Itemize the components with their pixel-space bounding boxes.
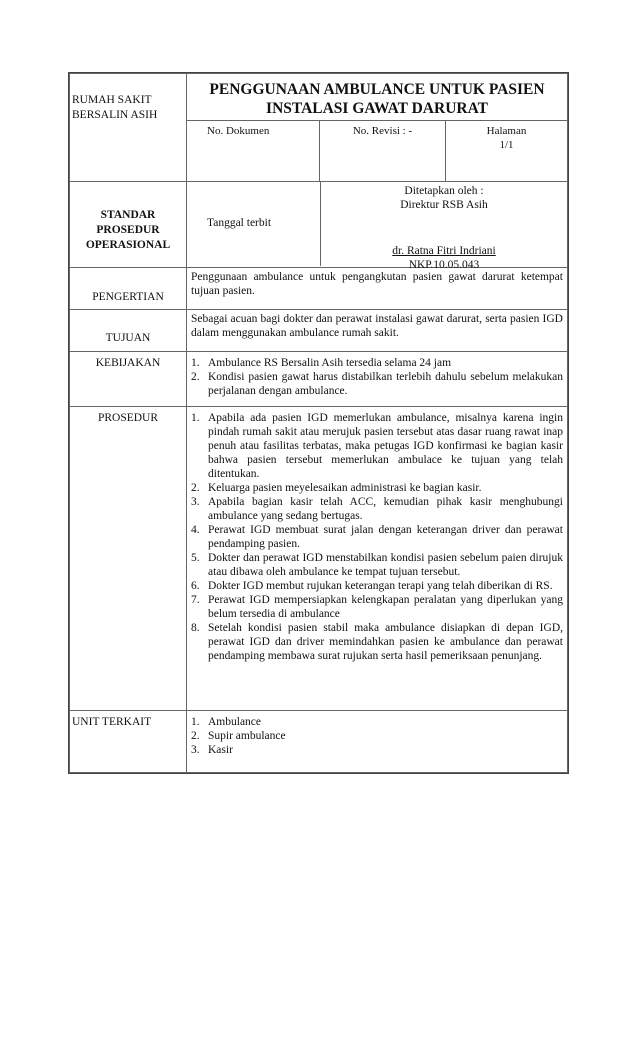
no-dokumen-label: No. Dokumen: [187, 121, 320, 181]
sop-table: [69, 73, 568, 773]
document-meta-row: [187, 120, 567, 181]
unit-item: 1. Ambulance: [191, 716, 262, 728]
spo-label-cell: [70, 182, 187, 268]
document-title-line1: PENGGUNAAN AMBULANCE UNTUK PASIEN: [209, 81, 545, 98]
spo-line2: PROSEDUR: [96, 224, 160, 236]
prosedur-item: 4. Perawat IGD membuat surat jalan dengan keterangan driver dan perawat pendamping pasien.: [191, 524, 563, 550]
direktur-label: Direktur RSB Asih: [400, 199, 488, 211]
approval-block: [321, 182, 567, 271]
kebijakan-item: 2. Kondisi pasien gawat harus distabilkan terlebih dahulu sebelum melakukan perjalanan dengan ambulance.: [191, 371, 563, 397]
approval-cell: [187, 182, 568, 271]
title-cell: [187, 74, 568, 182]
pengertian-text: Penggunaan ambulance untuk pengangkutan pasien gawat darurat ketempat tujuan pasien.: [187, 268, 568, 310]
halaman-cell: [446, 121, 567, 181]
prosedur-item: 3. Apabila bagian kasir telah ACC, kemudian pihak kasir menghubungi ambulance yang sedang bertugas.: [191, 496, 563, 522]
unit-terkait-cell: [187, 711, 568, 773]
hospital-name-line1: RUMAH SAKIT: [72, 94, 152, 106]
halaman-label: Halaman: [486, 125, 527, 137]
kebijakan-label: KEBIJAKAN: [70, 352, 187, 407]
director-nkp: NKP.10.05.043: [408, 259, 480, 271]
hospital-name-line2: BERSALIN ASIH: [72, 109, 158, 121]
hospital-name-cell: [70, 74, 187, 182]
tanggal-terbit-label: Tanggal terbit: [187, 182, 321, 266]
prosedur-item: 6. Dokter IGD membut rujukan keterangan terapi yang telah diberikan di RS.: [191, 580, 553, 592]
prosedur-item: 2. Keluarga pasien meyelesaikan administrasi ke bagian kasir.: [191, 482, 482, 494]
halaman-value: 1/1: [499, 139, 514, 151]
prosedur-item: 1. Apabila ada pasien IGD memerlukan ambulance, misalnya karena ingin pindah rumah sakit atau merujuk pasien tersebut atas dasar ruang rawat inap penuh atau fasilitas terbatas, maka petugas IGD konfirmasi ke bagian kasir bahwa pasien tersebut memerlukan ambulace ke tujuan yang telah ditentukan.: [191, 412, 563, 480]
kebijakan-cell: [187, 352, 568, 407]
director-name: dr. Ratna Fitri Indriani: [392, 245, 496, 257]
no-revisi-label: No. Revisi : -: [320, 121, 446, 181]
sop-document: [68, 72, 569, 774]
document-title-line2: INSTALASI GAWAT DARURAT: [266, 100, 488, 117]
prosedur-item: 5. Dokter dan perawat IGD menstabilkan kondisi pasien sebelum paien dirujuk atau dibawa oleh ambulance ke tempat tujuan tersebut.: [191, 552, 563, 578]
prosedur-cell: [187, 407, 568, 711]
prosedur-item: 8. Setelah kondisi pasien stabil maka ambulance disiapkan di depan IGD, perawat IGD dan driver memindahkan pasien ke ambulance dan perawat pendamping membawa surat rujukan serta hasil pemeriksaan penunjang.: [191, 622, 563, 662]
pengertian-label: PENGERTIAN: [70, 268, 187, 310]
tujuan-label: TUJUAN: [70, 310, 187, 352]
unit-item: 2. Supir ambulance: [191, 730, 286, 742]
prosedur-label: PROSEDUR: [70, 407, 187, 711]
kebijakan-item: 1. Ambulance RS Bersalin Asih tersedia selama 24 jam: [191, 357, 452, 369]
ditetapkan-label: Ditetapkan oleh :: [404, 185, 484, 197]
tujuan-text: Sebagai acuan bagi dokter dan perawat instalasi gawat darurat, serta pasien IGD dalam menggunakan ambulance rumah sakit.: [187, 310, 568, 352]
prosedur-item: 7. Perawat IGD mempersiapkan kelengkapan peralatan yang diperlukan yang belum tersedia di ambulance: [191, 594, 563, 620]
unit-item: 3. Kasir: [191, 744, 233, 756]
spo-line3: OPERASIONAL: [85, 239, 171, 251]
spo-line1: STANDAR: [100, 209, 156, 221]
unit-terkait-label: UNIT TERKAIT: [70, 711, 187, 773]
